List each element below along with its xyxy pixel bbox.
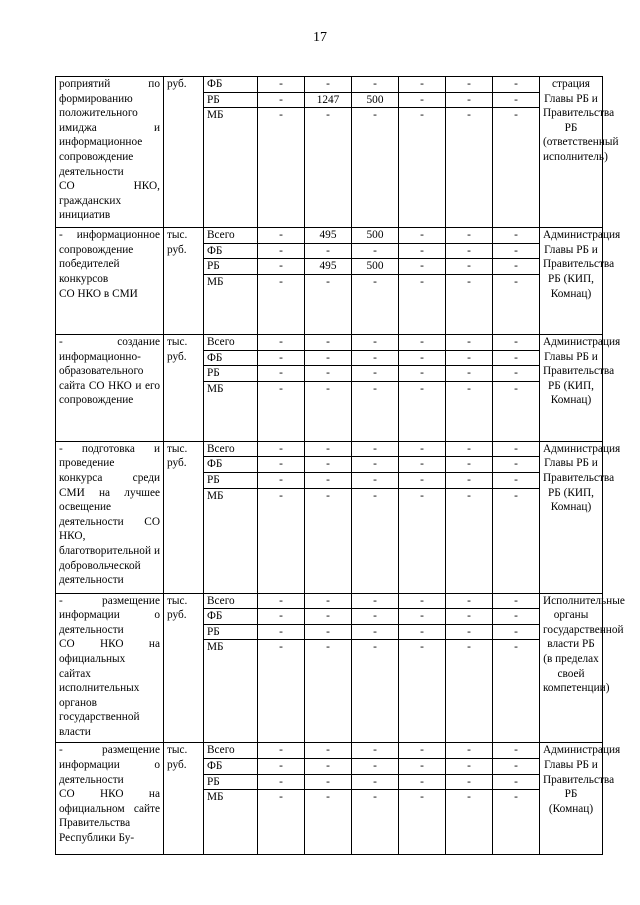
value-cell: - bbox=[493, 381, 540, 441]
value-cell: - bbox=[352, 758, 399, 774]
value-cell: - bbox=[258, 790, 305, 855]
value-cell: - bbox=[305, 593, 352, 609]
activity-description: - размещение информации о деятельности СО НКО на официальных сайтах исполнительных органов государственной власти bbox=[56, 593, 164, 743]
value-cell: - bbox=[305, 624, 352, 640]
value-cell: 1247 bbox=[305, 92, 352, 108]
value-cell: - bbox=[305, 472, 352, 488]
value-cell: - bbox=[399, 350, 446, 366]
value-cell: - bbox=[352, 350, 399, 366]
funding-source-cell: РБ bbox=[204, 624, 258, 640]
unit-cell: тыс. руб. bbox=[164, 228, 204, 335]
value-cell: - bbox=[399, 743, 446, 759]
value-cell: - bbox=[305, 774, 352, 790]
value-cell: - bbox=[493, 334, 540, 350]
activity-description: - создание информационно-образовательного сайта СО НКО и его сопровождение bbox=[56, 334, 164, 441]
table-row bbox=[56, 593, 603, 609]
value-cell: - bbox=[352, 243, 399, 259]
funding-source-cell: РБ bbox=[204, 259, 258, 275]
value-cell: - bbox=[258, 243, 305, 259]
value-cell: - bbox=[258, 274, 305, 334]
value-cell: - bbox=[399, 441, 446, 457]
funding-source-cell: Всего bbox=[204, 334, 258, 350]
value-cell: - bbox=[258, 334, 305, 350]
table-row bbox=[56, 743, 603, 759]
value-cell: - bbox=[352, 274, 399, 334]
value-cell: 500 bbox=[352, 228, 399, 244]
value-cell: - bbox=[258, 743, 305, 759]
funding-source-cell: РБ bbox=[204, 366, 258, 382]
value-cell: - bbox=[446, 457, 493, 473]
value-cell: - bbox=[493, 640, 540, 743]
value-cell: - bbox=[258, 366, 305, 382]
executor-cell: страция Главы РБ и Правительства РБ (ответственный исполнитель) bbox=[540, 77, 603, 228]
funding-source-cell: РБ bbox=[204, 472, 258, 488]
value-cell: - bbox=[399, 92, 446, 108]
value-cell: - bbox=[493, 441, 540, 457]
program-activities-table bbox=[55, 76, 625, 855]
value-cell: - bbox=[399, 758, 446, 774]
value-cell: - bbox=[305, 488, 352, 593]
value-cell: - bbox=[399, 334, 446, 350]
value-cell: - bbox=[446, 243, 493, 259]
value-cell: - bbox=[305, 640, 352, 743]
funding-source-cell: Всего bbox=[204, 743, 258, 759]
value-cell: - bbox=[493, 593, 540, 609]
value-cell: - bbox=[352, 743, 399, 759]
value-cell: - bbox=[258, 457, 305, 473]
value-cell: - bbox=[399, 274, 446, 334]
value-cell: - bbox=[446, 350, 493, 366]
value-cell: - bbox=[493, 92, 540, 108]
value-cell: - bbox=[446, 640, 493, 743]
value-cell: - bbox=[352, 774, 399, 790]
value-cell: - bbox=[305, 790, 352, 855]
value-cell: - bbox=[493, 472, 540, 488]
value-cell: - bbox=[446, 259, 493, 275]
value-cell: - bbox=[305, 243, 352, 259]
value-cell: - bbox=[446, 334, 493, 350]
value-cell: - bbox=[258, 381, 305, 441]
executor-cell: Администрация Главы РБ и Правительства РБ (Комнац) bbox=[540, 743, 603, 855]
value-cell: - bbox=[446, 381, 493, 441]
value-cell: - bbox=[446, 366, 493, 382]
value-cell: - bbox=[399, 593, 446, 609]
value-cell: - bbox=[399, 108, 446, 228]
value-cell: - bbox=[258, 488, 305, 593]
value-cell: - bbox=[446, 441, 493, 457]
funding-source-cell: МБ bbox=[204, 640, 258, 743]
unit-cell: руб. bbox=[164, 77, 204, 228]
value-cell: - bbox=[399, 457, 446, 473]
value-cell: - bbox=[446, 228, 493, 244]
value-cell: - bbox=[305, 743, 352, 759]
value-cell: 500 bbox=[352, 92, 399, 108]
value-cell: - bbox=[493, 350, 540, 366]
funding-source-cell: МБ bbox=[204, 488, 258, 593]
value-cell: - bbox=[352, 366, 399, 382]
value-cell: - bbox=[399, 243, 446, 259]
value-cell: - bbox=[399, 259, 446, 275]
value-cell: - bbox=[399, 624, 446, 640]
executor-cell: Администрация Главы РБ и Правительства РБ (КИП, Комнац) bbox=[540, 334, 603, 441]
value-cell: - bbox=[352, 457, 399, 473]
value-cell: - bbox=[399, 609, 446, 625]
value-cell: 495 bbox=[305, 228, 352, 244]
funding-source-cell: ФБ bbox=[204, 77, 258, 93]
value-cell: - bbox=[352, 640, 399, 743]
value-cell: - bbox=[352, 790, 399, 855]
funding-source-cell: Всего bbox=[204, 228, 258, 244]
value-cell: - bbox=[399, 640, 446, 743]
value-cell: - bbox=[493, 228, 540, 244]
value-cell: - bbox=[399, 381, 446, 441]
value-cell: - bbox=[493, 790, 540, 855]
value-cell: - bbox=[352, 381, 399, 441]
table-row bbox=[56, 441, 603, 457]
value-cell: - bbox=[493, 366, 540, 382]
funding-source-cell: ФБ bbox=[204, 350, 258, 366]
value-cell: - bbox=[493, 488, 540, 593]
value-cell: - bbox=[305, 350, 352, 366]
value-cell: - bbox=[305, 381, 352, 441]
value-cell: - bbox=[493, 774, 540, 790]
unit-cell: тыс. руб. bbox=[164, 743, 204, 855]
value-cell: - bbox=[446, 108, 493, 228]
value-cell: - bbox=[258, 593, 305, 609]
value-cell: 500 bbox=[352, 259, 399, 275]
value-cell: - bbox=[399, 790, 446, 855]
value-cell: - bbox=[305, 457, 352, 473]
value-cell: - bbox=[258, 77, 305, 93]
funding-source-cell: МБ bbox=[204, 381, 258, 441]
funding-source-cell: ФБ bbox=[204, 457, 258, 473]
value-cell: - bbox=[493, 609, 540, 625]
value-cell: - bbox=[305, 609, 352, 625]
value-cell: - bbox=[446, 743, 493, 759]
value-cell: - bbox=[258, 624, 305, 640]
value-cell: - bbox=[446, 624, 493, 640]
value-cell: - bbox=[352, 624, 399, 640]
table-row bbox=[56, 77, 603, 93]
funding-source-cell: МБ bbox=[204, 790, 258, 855]
value-cell: - bbox=[399, 228, 446, 244]
value-cell: - bbox=[352, 441, 399, 457]
value-cell: - bbox=[258, 259, 305, 275]
value-cell: - bbox=[446, 774, 493, 790]
table-body bbox=[56, 77, 625, 855]
value-cell: - bbox=[305, 758, 352, 774]
executor-cell: Администрация Главы РБ и Правительства РБ (КИП, Комнац) bbox=[540, 441, 603, 593]
funding-source-cell: РБ bbox=[204, 774, 258, 790]
value-cell: - bbox=[305, 108, 352, 228]
activity-description: - размещение информации о деятельности СО НКО на официальном сайте Правительства Республики Бу- bbox=[56, 743, 164, 855]
value-cell: - bbox=[446, 609, 493, 625]
value-cell: - bbox=[258, 774, 305, 790]
value-cell: - bbox=[446, 488, 493, 593]
value-cell: - bbox=[305, 366, 352, 382]
value-cell: - bbox=[493, 77, 540, 93]
table-row bbox=[56, 334, 603, 350]
activity-description: - информационное сопровождение победителей конкурсов СО НКО в СМИ bbox=[56, 228, 164, 335]
value-cell: - bbox=[493, 274, 540, 334]
value-cell: - bbox=[493, 457, 540, 473]
value-cell: - bbox=[493, 624, 540, 640]
value-cell: - bbox=[305, 334, 352, 350]
funding-source-cell: МБ bbox=[204, 274, 258, 334]
value-cell: - bbox=[399, 366, 446, 382]
value-cell: - bbox=[493, 243, 540, 259]
funding-source-cell: Всего bbox=[204, 593, 258, 609]
value-cell: - bbox=[493, 758, 540, 774]
unit-cell: тыс. руб. bbox=[164, 441, 204, 593]
funding-source-cell: Всего bbox=[204, 441, 258, 457]
value-cell: - bbox=[446, 274, 493, 334]
value-cell: - bbox=[352, 108, 399, 228]
value-cell: - bbox=[493, 259, 540, 275]
executor-cell: Исполнительные органы государственной власти РБ (в пределах своей компетенции) bbox=[540, 593, 603, 743]
value-cell: - bbox=[399, 488, 446, 593]
value-cell: - bbox=[493, 108, 540, 228]
funding-source-cell: МБ bbox=[204, 108, 258, 228]
executor-cell: Администрация Главы РБ и Правительства РБ (КИП, Комнац) bbox=[540, 228, 603, 335]
value-cell: - bbox=[258, 758, 305, 774]
value-cell: - bbox=[258, 609, 305, 625]
value-cell: - bbox=[352, 472, 399, 488]
value-cell: - bbox=[305, 77, 352, 93]
value-cell: - bbox=[352, 334, 399, 350]
activity-description: роприятий по формированию положительного имиджа и информационное сопровождение деятельности СО НКО, гражданских инициатив bbox=[56, 77, 164, 228]
value-cell: - bbox=[352, 488, 399, 593]
value-cell: - bbox=[399, 472, 446, 488]
table-row bbox=[56, 228, 603, 244]
value-cell: - bbox=[258, 350, 305, 366]
value-cell: - bbox=[446, 472, 493, 488]
unit-cell: тыс. руб. bbox=[164, 334, 204, 441]
value-cell: 495 bbox=[305, 259, 352, 275]
funding-source-cell: ФБ bbox=[204, 243, 258, 259]
value-cell: - bbox=[446, 92, 493, 108]
value-cell: - bbox=[446, 77, 493, 93]
value-cell: - bbox=[305, 274, 352, 334]
funding-source-cell: ФБ bbox=[204, 609, 258, 625]
value-cell: - bbox=[493, 743, 540, 759]
unit-cell: тыс. руб. bbox=[164, 593, 204, 743]
value-cell: - bbox=[352, 593, 399, 609]
value-cell: - bbox=[446, 790, 493, 855]
value-cell: - bbox=[305, 441, 352, 457]
funding-source-cell: РБ bbox=[204, 92, 258, 108]
activity-description: - подготовка и проведение конкурса среди СМИ на лучшее освещение деятельности СО НКО, благотворительной и добровольческой деятельности bbox=[56, 441, 164, 593]
value-cell: - bbox=[352, 609, 399, 625]
value-cell: - bbox=[399, 77, 446, 93]
value-cell: - bbox=[258, 472, 305, 488]
value-cell: - bbox=[258, 640, 305, 743]
page-number: 17 bbox=[313, 30, 327, 45]
value-cell: - bbox=[258, 108, 305, 228]
value-cell: - bbox=[446, 758, 493, 774]
value-cell: - bbox=[399, 774, 446, 790]
value-cell: - bbox=[258, 441, 305, 457]
value-cell: - bbox=[258, 228, 305, 244]
value-cell: - bbox=[446, 593, 493, 609]
funding-source-cell: ФБ bbox=[204, 758, 258, 774]
value-cell: - bbox=[352, 77, 399, 93]
value-cell: - bbox=[258, 92, 305, 108]
